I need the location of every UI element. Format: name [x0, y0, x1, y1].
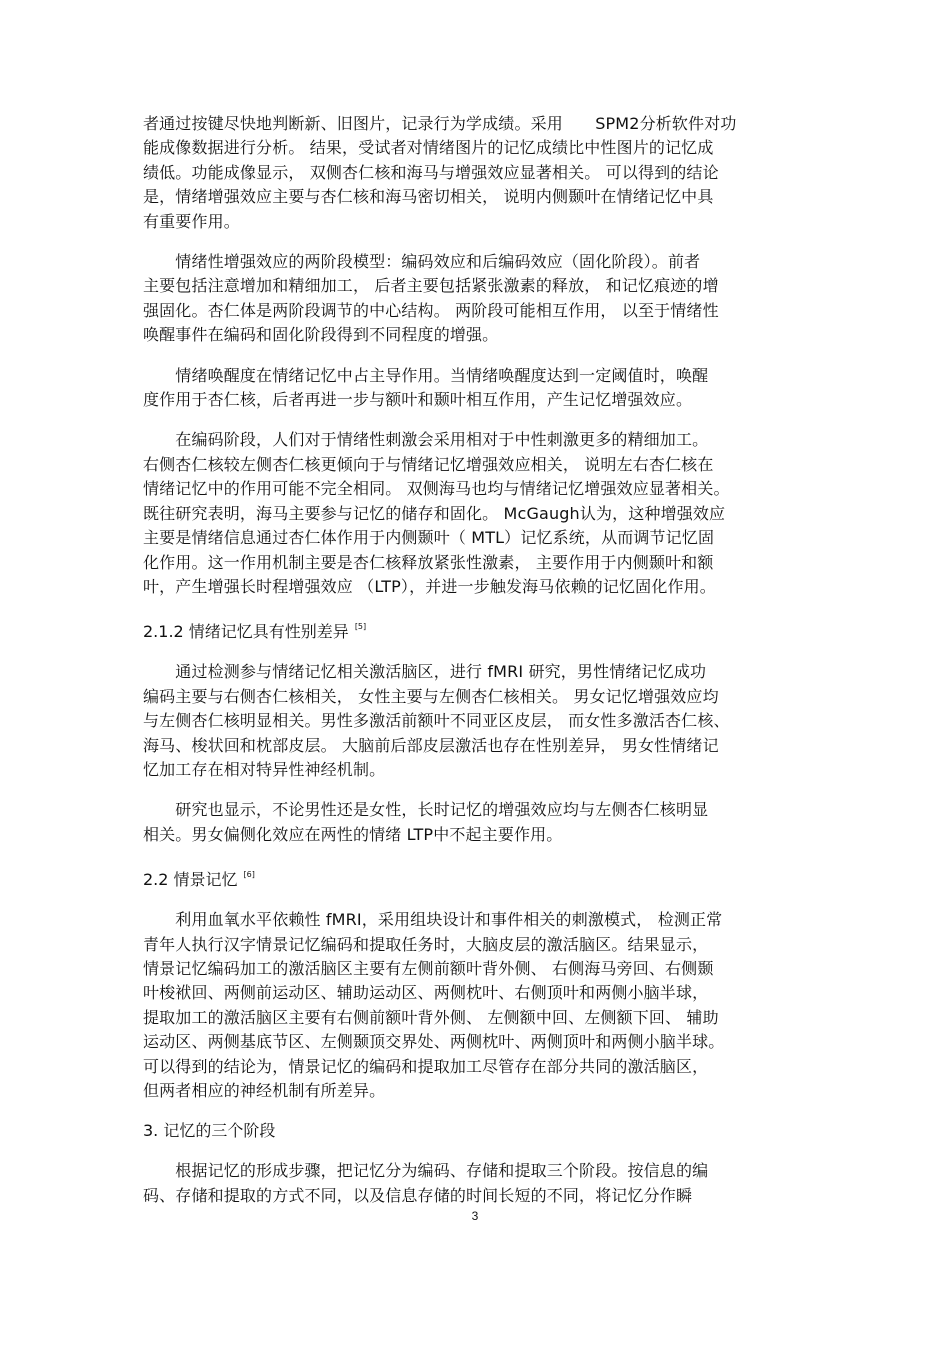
text-line: 能成像数据进行分析。 结果，受试者对情绪图片的记忆成绩比中性图片的记忆成 [143, 138, 714, 158]
paragraph [143, 908, 803, 1103]
paragraph [143, 798, 803, 847]
text-line: 主要包括注意增加和精细加工， 后者主要包括紧张激素的释放， 和记忆痕迹的增 [143, 276, 719, 296]
citation-ref: [5] [354, 622, 367, 632]
section-heading-text: 2.1.2 情绪记忆具有性别差异 [143, 622, 349, 642]
text-line: 忆加工存在相对特异性神经机制。 [143, 759, 386, 779]
paragraph [143, 1159, 803, 1208]
text-line: 编码主要与右侧杏仁核相关， 女性主要与左侧杏仁核相关。 男女记忆增强效应均 [143, 686, 719, 706]
section-heading [143, 615, 803, 644]
section-heading [143, 1119, 803, 1143]
text-line: 有重要作用。 [143, 211, 240, 231]
citation-ref: [6] [243, 870, 255, 880]
page-number: 3 [471, 1209, 479, 1223]
paragraph [143, 660, 803, 782]
text-line: 青年人执行汉字情景记忆编码和提取任务时，大脑皮层的激活脑区。结果显示， [143, 934, 709, 954]
section-heading-text: 3. 记忆的三个阶段 [143, 1121, 276, 1141]
text-line: 根据记忆的形成步骤，把记忆分为编码、存储和提取三个阶段。按信息的编 [143, 1161, 709, 1181]
text-line: 右侧杏仁核较左侧杏仁核更倾向于与情绪记忆增强效应相关， 说明左右杏仁核在 [143, 454, 714, 474]
text-line: 是，情绪增强效应主要与杏仁核和海马密切相关， 说明内侧颞叶在情绪记忆中具 [143, 187, 714, 207]
text-line: 码、存储和提取的方式不同，以及信息存储的时间长短的不同，将记忆分作瞬 [143, 1185, 693, 1205]
text-line: 强固化。杏仁体是两阶段调节的中心结构。 两阶段可能相互作用， 以至于情绪性 [143, 300, 719, 320]
text-line: 叶梭袱回、两侧前运动区、辅助运动区、两侧枕叶、右侧顶叶和两侧小脑半球， [143, 983, 709, 1003]
section-heading [143, 863, 803, 892]
text-line: 提取加工的激活脑区主要有右侧前额叶背外侧、 左侧额中回、左侧额下回、 辅助 [143, 1007, 719, 1027]
text-line: 情景记忆编码加工的激活脑区主要有左侧前额叶背外侧、 右侧海马旁回、右侧颞 [143, 958, 714, 978]
text-line: 利用血氧水平依赖性 fMRI，采用组块设计和事件相关的刺激模式， 检测正常 [143, 910, 723, 930]
text-line: 在编码阶段，人们对于情绪性刺激会采用相对于中性刺激更多的精细加工。 [143, 430, 709, 450]
text-line: 但两者相应的神经机制有所差异。 [143, 1081, 386, 1100]
section-heading-text: 2.2 情景记忆 [143, 870, 238, 890]
paragraph [143, 250, 803, 348]
text-line: 者通过按键尽快地判断新、旧图片，记录行为学成绩。采用 SPM2分析软件对功 [143, 114, 737, 133]
text-line: 叶，产生增强长时程增强效应 （LTP），并进一步触发海马依赖的记忆固化作用。 [143, 576, 716, 596]
text-line: 唤醒事件在编码和固化阶段得到不同程度的增强。 [143, 325, 499, 345]
text-line: 情绪唤醒度在情绪记忆中占主导作用。当情绪唤醒度达到一定阈值时，唤醒 [143, 365, 709, 385]
paragraph [143, 112, 803, 234]
text-line: 相关。男女偏侧化效应在两性的情绪 LTP中不起主要作用。 [143, 824, 563, 844]
document-body [143, 112, 803, 1224]
text-line: 与左侧杏仁核明显相关。男性多激活前额叶不同亚区皮层， 而女性多激活杏仁核、 [143, 711, 730, 731]
text-line: 绩低。功能成像显示， 双侧杏仁核和海马与增强效应显著相关。 可以得到的结论 [143, 162, 719, 182]
text-line: 情绪记忆中的作用可能不完全相同。 双侧海马也均与情绪记忆增强效应显著相关。 [143, 479, 730, 499]
text-line: 化作用。这一作用机制主要是杏仁核释放紧张性激素， 主要作用于内侧颞叶和额 [143, 552, 714, 572]
text-line: 通过检测参与情绪记忆相关激活脑区，进行 fMRI 研究，男性情绪记忆成功 [143, 662, 707, 682]
paragraph [143, 428, 803, 599]
text-line: 主要是情绪信息通过杏仁体作用于内侧颞叶（ MTL）记忆系统，从而调节记忆固 [143, 528, 715, 548]
text-line: 度作用于杏仁核，后者再进一步与额叶和颞叶相互作用，产生记忆增强效应。 [143, 390, 693, 410]
text-line: 可以得到的结论为，情景记忆的编码和提取加工尽管存在部分共同的激活脑区， [143, 1056, 709, 1076]
paragraph [143, 364, 803, 413]
text-line: 既往研究表明，海马主要参与记忆的储存和固化。 McGaugh认为，这种增强效应 [143, 503, 726, 523]
text-line: 情绪性增强效应的两阶段模型：编码效应和后编码效应（固化阶段）。前者 [143, 252, 701, 272]
text-line: 海马、梭状回和枕部皮层。 大脑前后部皮层激活也存在性别差异， 男女性情绪记 [143, 735, 719, 755]
text-line: 研究也显示，不论男性还是女性，长时记忆的增强效应均与左侧杏仁核明显 [143, 800, 709, 820]
text-line: 运动区、两侧基底节区、左侧颞顶交界处、两侧枕叶、两侧顶叶和两侧小脑半球。 [143, 1032, 725, 1052]
